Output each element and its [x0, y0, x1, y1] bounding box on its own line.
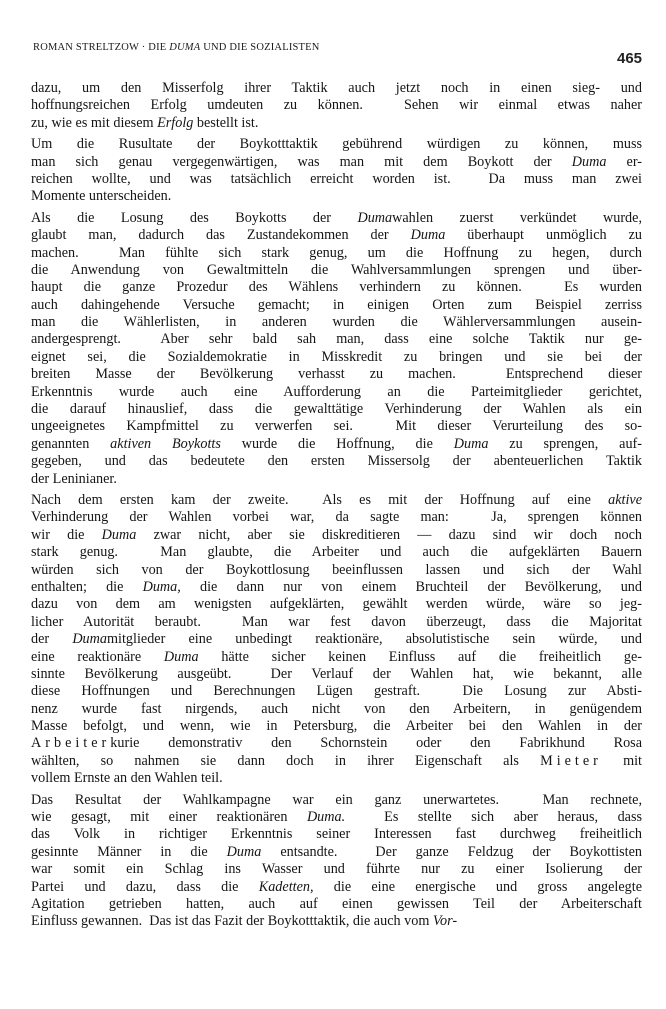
text-line	[31, 331, 642, 348]
text-run: Erkenntnis wurde auch eine Aufforderung an die Parteimitglieder gerichtet,	[31, 383, 642, 400]
text-run: eine reaktionäre	[31, 648, 164, 665]
text-run: Verhinderung der Wahlen vorbei war, da sagte man: Ja, sprengen können	[31, 509, 642, 526]
italic-term: Duma	[163, 648, 199, 665]
page-body	[31, 80, 642, 935]
paragraph	[31, 80, 642, 132]
text-line	[31, 262, 642, 279]
text-run: haupt die ganze Prozedur des Wählens verhindern zu können. Es wurden	[31, 279, 642, 296]
text-run: zwar nicht, aber sie diskreditieren — dazu sind wir doch noch	[136, 526, 642, 543]
text-line	[31, 279, 642, 296]
italic-term: Vor-	[432, 913, 458, 930]
italic-term: Duma	[72, 631, 107, 648]
text-run: gegeben, und das bedeutete den ersten Missersolg der abenteuerlichen Taktik	[31, 453, 642, 470]
text-run: machen. Man fühlte sich stark genug, um die Hoffnung zu hegen, durch	[31, 244, 642, 261]
running-title-author: ROMAN STRELTZOW · DIE	[33, 42, 170, 53]
text-run: diese Hoffnungen und Berechnungen Lügen gestraft. Die Losung zur Absti-	[31, 683, 642, 700]
text-run: eignet sei, die Sozialdemokratie in Misskredit zu bringen und sie bei der	[31, 348, 642, 365]
text-run: er-	[606, 153, 642, 170]
text-run: Einfluss gewannen. Das ist das Fazit der Boykotttaktik, die auch vom	[31, 913, 433, 930]
text-run: genannten	[31, 435, 111, 452]
text-line	[31, 913, 642, 930]
italic-term: Duma.	[306, 809, 346, 826]
text-run: Momente unterscheiden.	[31, 188, 172, 205]
text-run: enthalten; die	[31, 578, 143, 595]
text-run: stark genug. Man glaubte, die Arbeiter und auch die aufgeklärten Bauern	[31, 544, 642, 561]
text-run: der	[31, 631, 73, 648]
text-run: man sich genau vergegenwärtigen, was man mit dem Boykott der	[31, 153, 572, 170]
text-run: breiten Masse der Bevölkerung verhasst zu machen. Entsprechend dieser	[31, 366, 642, 383]
text-run: wurde die Hoffnung, die	[220, 435, 454, 452]
text-line	[31, 770, 642, 787]
running-title-italic: DUMA	[169, 42, 201, 53]
text-line	[31, 649, 642, 666]
text-run: Agitation getrieben hatten, auch auf einen gewissen Teil der Arbeiterschaft	[31, 895, 642, 912]
text-line	[31, 115, 642, 132]
paragraph	[31, 792, 642, 931]
text-line	[31, 509, 642, 526]
text-run: Als die Losung des Boykotts der	[31, 209, 358, 226]
text-run: wahlen zuerst verkündet wurde,	[392, 209, 642, 226]
italic-term: Duma	[453, 435, 489, 452]
text-run: würden sich von der Boykottlosung beeinflussen lassen und sich der Wahl	[31, 561, 642, 578]
text-line	[31, 562, 642, 579]
text-run: mit	[601, 752, 642, 769]
text-run: Masse befolgt, und wenn, wie in Petersburg, die Arbeiter bei den Wahlen in der	[31, 718, 642, 735]
text-line	[31, 826, 642, 843]
text-run: Partei und dazu, dass die	[31, 878, 259, 895]
italic-term: Duma	[101, 526, 137, 543]
text-line	[31, 210, 642, 227]
page-number: 465	[617, 50, 643, 67]
text-run: die darauf hinauslief, dass die gewalttätige Verhinderung der Wahlen als ein	[31, 401, 642, 418]
text-run: dazu von dem am wenigsten aufgeklärten, gewählt werden würde, wäre so jeg-	[31, 596, 642, 613]
text-run: hätte sicher keinen Einfluss auf die freiheitlich ge-	[198, 648, 642, 665]
text-line	[31, 453, 642, 470]
text-line	[31, 314, 642, 331]
text-line	[31, 809, 642, 826]
italic-term: Duma	[357, 209, 393, 226]
text-line	[31, 614, 642, 631]
text-line	[31, 297, 642, 314]
text-run: zu sprengen, auf-	[488, 435, 642, 452]
text-run: die dann nur von einem Bruchteil der Bevölkerung, und	[180, 578, 643, 595]
text-line	[31, 436, 642, 453]
text-line	[31, 97, 642, 114]
text-run: sinnte Bevölkerung ausgeübt. Der Verlauf der Wahlen hat, wie bekannt, alle	[31, 665, 642, 682]
text-line	[31, 136, 642, 153]
italic-term: Duma	[571, 153, 607, 170]
italic-term: Duma,	[142, 578, 181, 595]
text-line	[31, 896, 642, 913]
paragraph	[31, 136, 642, 206]
text-run: Es stellte sich aber heraus, dass	[345, 809, 642, 826]
text-run: wie gesagt, mit einer reaktionären	[31, 809, 307, 826]
text-run: Nach dem ersten kam der zweite. Als es mit der Hoffnung auf eine	[31, 491, 609, 508]
text-run: war somit ein Schlag ins Wasser und führte nur zu einer Isolierung der	[31, 861, 642, 878]
text-run: Das Resultat der Wahlkampagne war ein ganz unerwartetes. Man rechnete,	[31, 791, 642, 808]
text-line	[31, 792, 642, 809]
text-line	[31, 544, 642, 561]
text-line	[31, 579, 642, 596]
italic-term: Kadetten,	[258, 878, 314, 895]
text-line	[31, 861, 642, 878]
text-line	[31, 349, 642, 366]
text-line	[31, 401, 642, 418]
text-line	[31, 735, 642, 752]
text-run: kurie demonstrativ den Schornstein oder den Fabrikhund Rosa	[110, 735, 642, 752]
text-line	[31, 596, 642, 613]
text-run: vollem Ernste an den Wahlen teil.	[31, 770, 223, 787]
text-run: man die Wählerlisten, in anderen wurden die Wählerversammlungen ausein-	[31, 314, 642, 331]
text-line	[31, 171, 642, 188]
text-run: entsandte. Der ganze Feldzug der Boykottisten	[261, 843, 642, 860]
text-line	[31, 366, 642, 383]
text-line	[31, 188, 642, 205]
text-run: der Leninianer.	[31, 470, 117, 487]
text-line	[31, 384, 642, 401]
text-run: die eine energische und gross angelegte	[313, 878, 642, 895]
text-run: dazu, um den Misserfolg ihrer Taktik auch jetzt noch in einen sieg- und	[31, 80, 642, 96]
text-line	[31, 701, 642, 718]
text-line	[31, 683, 642, 700]
text-run: überhaupt unmöglich zu	[445, 227, 642, 244]
text-line	[31, 80, 642, 97]
text-run: glaubt man, dadurch das Zustandekommen der	[31, 227, 411, 244]
text-line	[31, 245, 642, 262]
text-run: nenz wurde fast nirgends, auch nicht von den Arbeitern, in genügendem	[31, 700, 642, 717]
text-run: ungeeignetes Kampfmittel zu verwerfen sei. Mit dieser Verurteilung des so-	[31, 418, 642, 435]
running-title-rest: UND DIE SOZIALISTEN	[200, 42, 320, 53]
italic-term: aktive	[608, 491, 642, 508]
text-run: Um die Rusultate der Boykotttaktik gebührend würdigen zu können, muss	[31, 136, 642, 153]
text-run: reichen wollte, und was tatsächlich erreicht worden ist. Da muss man zwei	[31, 170, 642, 187]
text-run: mitglieder eine unbedingt reaktionäre, absolutistische sein würde, und	[107, 631, 642, 648]
text-line	[31, 844, 642, 861]
text-line	[31, 471, 642, 488]
text-line	[31, 879, 642, 896]
spaced-term: Arbeiter	[31, 735, 111, 752]
italic-term: Duma	[226, 843, 262, 860]
running-header	[33, 42, 320, 53]
text-run: wir die	[31, 526, 102, 543]
text-line	[31, 418, 642, 435]
paragraph	[31, 210, 642, 488]
text-run: andergesprengt. Aber sehr bald sah man, dass eine solche Taktik nur ge-	[31, 331, 642, 348]
text-line	[31, 666, 642, 683]
italic-term: Erfolg	[157, 114, 194, 131]
italic-term: Duma	[410, 227, 446, 244]
text-line	[31, 718, 642, 735]
text-run: zu, wie es mit diesem	[31, 114, 158, 131]
text-run: hoffnungsreichen Erfolg umdeuten zu können. Sehen wir einmal etwas naher	[31, 97, 642, 114]
paragraph	[31, 492, 642, 788]
italic-term: aktiven Boykotts	[110, 435, 221, 452]
text-run: die Anwendung von Gewaltmitteln die Wahlversammlungen sprengen und über-	[31, 261, 642, 278]
text-run: bestellt ist.	[193, 114, 259, 131]
text-line	[31, 527, 642, 544]
spaced-term: Mieter	[540, 752, 602, 769]
text-line	[31, 631, 642, 648]
text-run: gesinnte Männer in die	[31, 843, 227, 860]
text-line	[31, 227, 642, 244]
text-line	[31, 492, 642, 509]
text-run: wählten, so nahmen sie dann doch in ihrer Eigenschaft als	[31, 752, 541, 769]
text-line	[31, 753, 642, 770]
text-run: auch dahingehende Versuche gemacht; in einigen Orten zum Beispiel zerriss	[31, 296, 642, 313]
text-run: licher Autorität beraubt. Man war fest davon überzeugt, dass die Majoritat	[31, 613, 642, 630]
text-run: das Volk in richtiger Erkenntnis seiner Interessen fast durchweg freiheitlich	[31, 826, 642, 843]
text-line	[31, 154, 642, 171]
